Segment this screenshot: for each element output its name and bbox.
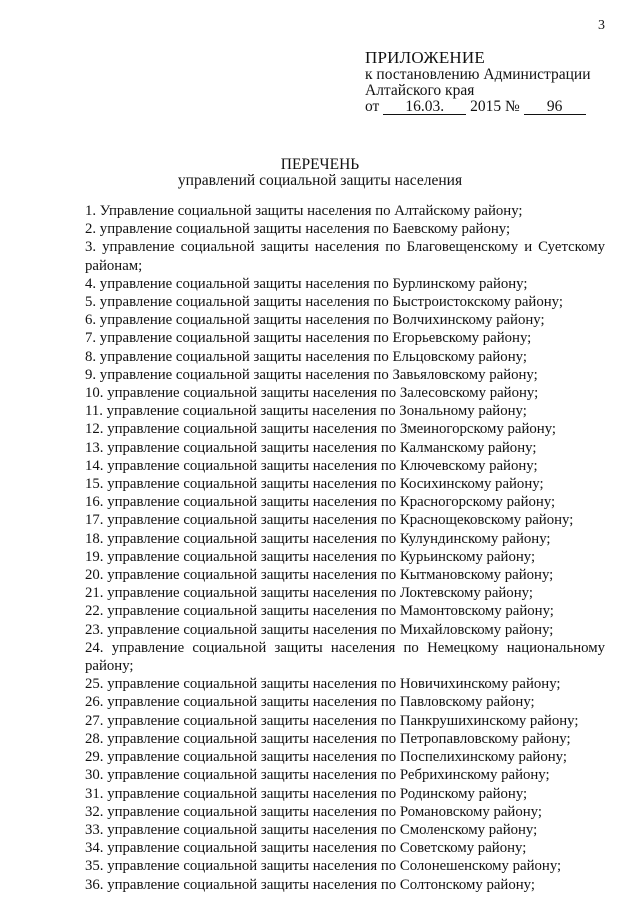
list-item: 28. управление социальной защиты населения по Петропавловскому району; bbox=[85, 730, 571, 747]
list-item: 26. управление социальной защиты населения по Павловскому району; bbox=[85, 694, 535, 711]
date-prefix: от bbox=[365, 98, 380, 115]
appendix-line-2: Алтайского края bbox=[365, 82, 475, 99]
list-item: 12. управление социальной защиты населения по Змеиногорскому району; bbox=[85, 421, 557, 438]
resolution-date: 16.03. bbox=[383, 100, 466, 115]
list-item: 22. управление социальной защиты населения по Мамонтовскому району; bbox=[85, 603, 554, 620]
list-item: 13. управление социальной защиты населения по Калманскому району; bbox=[85, 439, 537, 456]
list-item: 4. управление социальной защиты населения по Бурлинскому району; bbox=[85, 275, 528, 292]
list-item: 7. управление социальной защиты населения по Егорьевскому району; bbox=[85, 330, 532, 347]
department-list bbox=[85, 202, 605, 894]
list-item: 19. управление социальной защиты населения по Курьинскому району; bbox=[85, 548, 536, 565]
list-item: 9. управление социальной защиты населения по Завьяловскому району; bbox=[85, 366, 538, 383]
page-number: 3 bbox=[598, 18, 605, 33]
list-heading bbox=[0, 157, 640, 189]
list-item: 36. управление социальной защиты населения по Солтонскому району; bbox=[85, 876, 535, 893]
list-item: 24. управление социальной защиты населения по Немецкому национальному району; bbox=[85, 639, 605, 675]
list-item: 25. управление социальной защиты населения по Новичихинскому району; bbox=[85, 676, 561, 693]
list-item: 11. управление социальной защиты населения по Зональному району; bbox=[85, 403, 527, 420]
list-item: 21. управление социальной защиты населения по Локтевскому району; bbox=[85, 585, 533, 602]
list-item: 6. управление социальной защиты населения по Волчихинскому району; bbox=[85, 312, 545, 329]
list-item: 27. управление социальной защиты населения по Панкрушихинскому району; bbox=[85, 712, 579, 729]
list-item: 1. Управление социальной защиты населения по Алтайскому району; bbox=[85, 203, 523, 219]
list-item: 15. управление социальной защиты населения по Косихинскому району; bbox=[85, 476, 544, 493]
list-subtitle: управлений социальной защиты населения bbox=[177, 172, 463, 189]
list-item: 16. управление социальной защиты населения по Красногорскому району; bbox=[85, 494, 556, 511]
list-item: 32. управление социальной защиты населения по Романовскому району; bbox=[85, 803, 542, 820]
list-item: 34. управление социальной защиты населения по Советскому району; bbox=[85, 840, 527, 857]
list-item: 20. управление социальной защиты населения по Кытмановскому району; bbox=[85, 567, 554, 584]
list-title: ПЕРЕЧЕНЬ bbox=[280, 156, 360, 173]
list-item: 17. управление социальной защиты населения по Краснощековскому району; bbox=[85, 512, 574, 529]
list-item: 14. управление социальной защиты населения по Ключевскому району; bbox=[85, 457, 538, 474]
number-sign: № bbox=[504, 98, 520, 115]
list-item: 3. управление социальной защиты населения по Благовещенскому и Суетскому районам; bbox=[85, 239, 605, 274]
resolution-number: 96 bbox=[524, 100, 586, 115]
appendix-header bbox=[365, 50, 591, 115]
list-item: 23. управление социальной защиты населения по Михайловскому району; bbox=[85, 621, 554, 638]
list-item: 2. управление социальной защиты населения по Баевскому району; bbox=[85, 221, 511, 238]
appendix-title: ПРИЛОЖЕНИЕ bbox=[365, 48, 485, 67]
list-item: 35. управление социальной защиты населения по Солонешенскому району; bbox=[85, 858, 562, 875]
list-item: 8. управление социальной защиты населения по Ельцовскому району; bbox=[85, 348, 527, 365]
list-item: 29. управление социальной защиты населения по Поспелихинскому району; bbox=[85, 749, 567, 766]
list-item: 31. управление социальной защиты населения по Родинскому району; bbox=[85, 785, 528, 802]
appendix-line-1: к постановлению Администрации bbox=[365, 66, 591, 83]
list-item: 10. управление социальной защиты населения по Залесовскому району; bbox=[85, 385, 539, 402]
list-item: 18. управление социальной защиты населения по Кулундинскому району; bbox=[85, 530, 551, 547]
appendix-date-line bbox=[365, 99, 591, 115]
list-item: 30. управление социальной защиты населения по Ребрихинскому району; bbox=[85, 767, 550, 784]
list-item: 33. управление социальной защиты населения по Смоленскому району; bbox=[85, 821, 538, 838]
resolution-year: 2015 bbox=[470, 98, 502, 115]
list-item: 5. управление социальной защиты населения по Быстроистокскому району; bbox=[85, 294, 563, 311]
